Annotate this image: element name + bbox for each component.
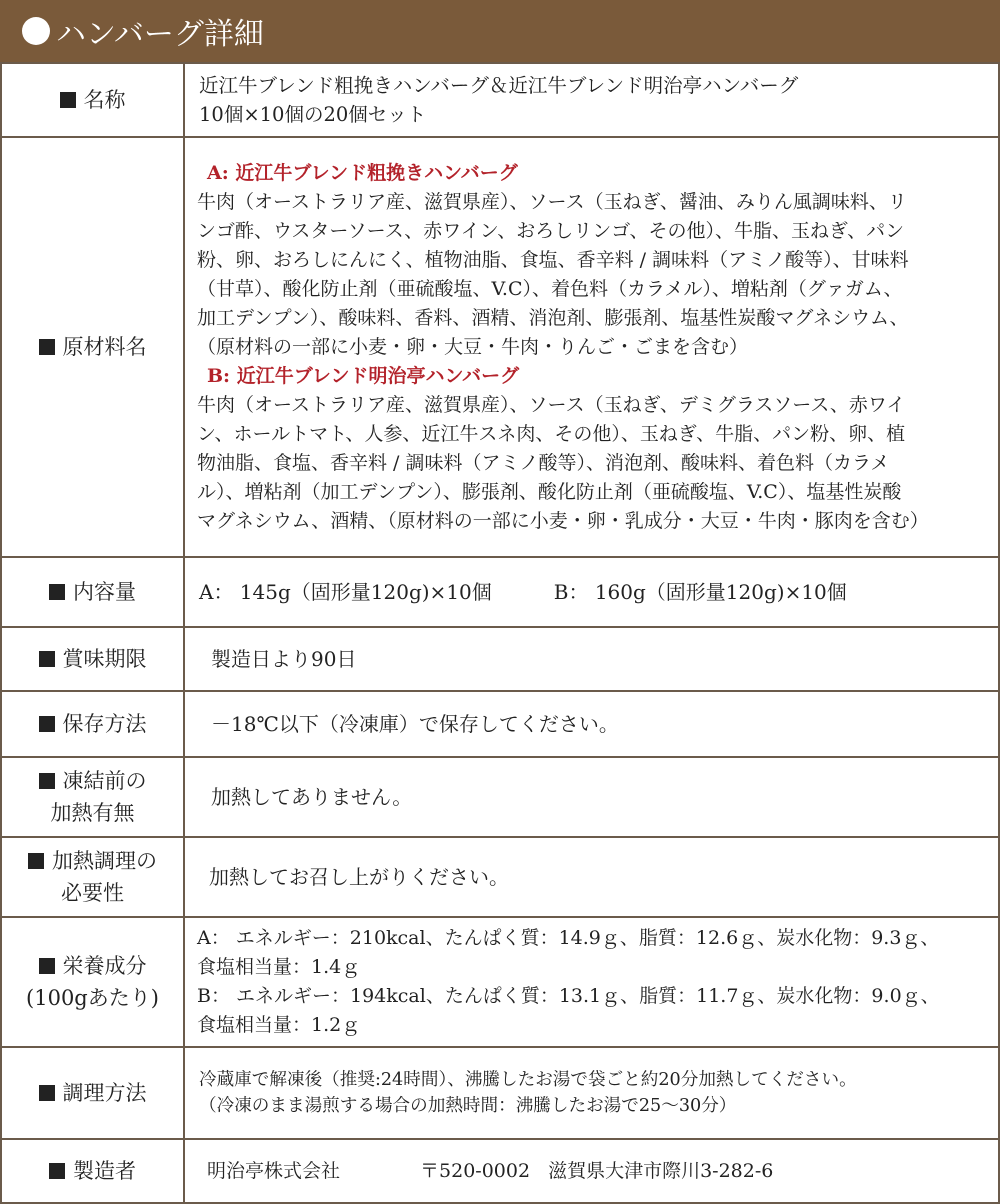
value-cell <box>184 63 999 137</box>
ingredient-a-line: 粉、卵、おろしにんにく、植物油脂、食塩、香辛料 / 調味料（アミノ酸等）、甘味料 <box>197 248 909 271</box>
label-cell: 内容量 <box>1 557 184 627</box>
row-nutrition <box>1 917 999 1047</box>
content-b: B： 160g（固形量120g)×10個 <box>553 579 847 604</box>
value-cell <box>184 691 999 757</box>
ingredient-a-title: A: 近江牛ブレンド粗挽きハンバーグ <box>207 161 518 184</box>
nutrition-line: 食塩相当量：1.2ｇ <box>197 1014 361 1036</box>
ingredient-a-line: 加工デンプン）、酸味料、香料、酒精、消泡剤、膨張剤、塩基性炭酸マグネシウム、 <box>197 306 909 329</box>
product-set: 10個×10個の20個セット <box>199 103 427 126</box>
cooking-need-value: 加熱してお召し上がりください。 <box>209 864 509 889</box>
value-cell <box>184 557 999 627</box>
ingredient-b-line: 牛肉（オーストラリア産、滋賀県産）、ソース（玉ねぎ、デミグラスソース、赤ワイ <box>197 393 906 416</box>
row-content <box>1 557 999 627</box>
row-method <box>1 1047 999 1139</box>
ingredient-a-line: （原材料の一部に小麦・卵・大豆・牛肉・りんご・ごまを含む） <box>197 335 749 358</box>
value-cell <box>184 627 999 691</box>
method-line: （冷凍のまま湯煎する場合の加熱時間：沸騰したお湯で25～30分） <box>199 1096 737 1116</box>
label-cell: 原材料名 <box>1 137 184 557</box>
square-bullet-icon <box>39 1085 55 1101</box>
method-line: 冷蔵庫で解凍後（推奨:24時間）、沸騰したお湯で袋ごと約20分加熱してください。 <box>199 1070 857 1090</box>
value-cell <box>184 137 999 557</box>
ingredient-b-line: ル）、増粘剤（加工デンプン）、膨張剤、酸化防止剤（亜硫酸塩、V.C）、塩基性炭酸 <box>197 480 902 503</box>
ingredient-b-title: B: 近江牛ブレンド明治亭ハンバーグ <box>207 364 520 387</box>
label-cell: 栄養成分 (100gあたり) <box>1 917 184 1047</box>
maker-company: 明治亭株式会社 <box>207 1159 341 1182</box>
product-name: 近江牛ブレンド粗挽きハンバーグ＆近江牛ブレンド明治亭ハンバーグ <box>199 74 799 97</box>
square-bullet-icon <box>39 958 55 974</box>
square-bullet-icon <box>39 773 55 789</box>
value-cell <box>184 917 999 1047</box>
details-table <box>0 62 1000 1204</box>
label-cell: 調理方法 <box>1 1047 184 1139</box>
value-cell <box>184 757 999 837</box>
row-expiry <box>1 627 999 691</box>
nutrition-line: B： エネルギー：194kcal、たんぱく質：13.1ｇ、脂質：11.7ｇ、炭水化物：9.0ｇ、 <box>197 985 940 1007</box>
section-title: ハンバーグ詳細 <box>56 17 264 52</box>
square-bullet-icon <box>39 716 55 732</box>
square-bullet-icon <box>49 1163 65 1179</box>
label-cell: 加熱調理の 必要性 <box>1 837 184 917</box>
square-bullet-icon <box>39 651 55 667</box>
value-cell <box>184 1047 999 1139</box>
content-a: A： 145g（固形量120g)×10個 <box>199 579 492 604</box>
ingredient-a-line: 牛肉（オーストラリア産、滋賀県産）、ソース（玉ねぎ、醤油、みりん風調味料、リ <box>197 190 907 213</box>
maker-address: 滋賀県大津市際川3-282-6 <box>548 1159 774 1182</box>
square-bullet-icon <box>39 339 55 355</box>
label-cell: 保存方法 <box>1 691 184 757</box>
value-cell <box>184 1139 999 1203</box>
square-bullet-icon <box>28 853 44 869</box>
nutrition-line: 食塩相当量：1.4ｇ <box>197 956 361 978</box>
row-preheat <box>1 757 999 837</box>
row-maker <box>1 1139 999 1203</box>
square-bullet-icon <box>49 584 65 600</box>
label-cell: 賞味期限 <box>1 627 184 691</box>
preheat-value: 加熱してありません。 <box>211 784 413 809</box>
expiry-value: 製造日より90日 <box>211 646 357 671</box>
label-cell: 凍結前の 加熱有無 <box>1 757 184 837</box>
section-header <box>0 0 1000 62</box>
ingredient-b-line: 物油脂、食塩、香辛料 / 調味料（アミノ酸等）、消泡剤、酸味料、着色料（カラメ <box>197 451 890 474</box>
ingredient-b-line: ン、ホールトマト、人参、近江牛スネ肉、その他）、玉ねぎ、牛脂、パン粉、卵、植 <box>197 422 906 445</box>
row-cooking-need <box>1 837 999 917</box>
bullet-icon <box>22 17 50 45</box>
label-cell: 名称 <box>1 63 184 137</box>
row-storage <box>1 691 999 757</box>
value-cell <box>184 837 999 917</box>
row-name <box>1 63 999 137</box>
ingredient-b-line: マグネシウム、酒精、（原材料の一部に小麦・卵・乳成分・大豆・牛肉・豚肉を含む） <box>197 509 929 532</box>
label-cell: 製造者 <box>1 1139 184 1203</box>
storage-value: －18℃以下（冷凍庫）で保存してください。 <box>211 711 619 736</box>
maker-postal: 〒520-0002 <box>420 1159 531 1182</box>
row-ingredients <box>1 137 999 557</box>
ingredient-a-line: （甘草）、酸化防止剤（亜硫酸塩、V.C）、着色料（カラメル）、増粘剤（グァガム、 <box>197 277 903 300</box>
ingredient-a-line: ンゴ酢、ウスターソース、赤ワイン、おろしリンゴ、その他）、牛脂、玉ねぎ、パン <box>197 219 905 242</box>
square-bullet-icon <box>60 92 76 108</box>
nutrition-line: A： エネルギー：210kcal、たんぱく質：14.9ｇ、脂質：12.6ｇ、炭水化物：9.3ｇ、 <box>197 927 940 949</box>
